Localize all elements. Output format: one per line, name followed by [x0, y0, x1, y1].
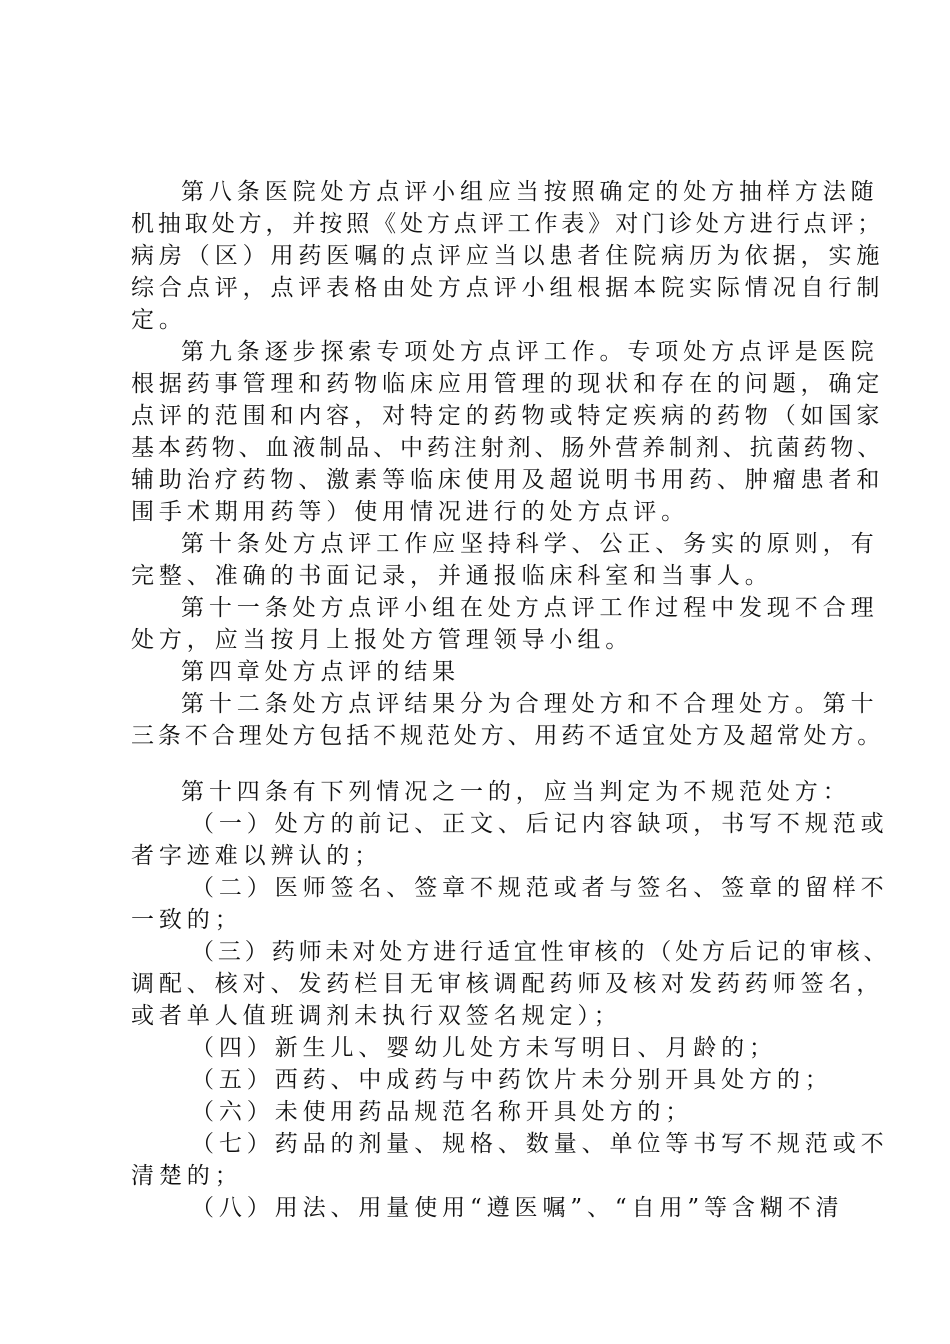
- text-line: 三条不合理处方包括不规范处方、用药不适宜处方及超常处方。: [131, 723, 885, 749]
- text-line: 第十四条有下列情况之一的，应当判定为不规范处方：: [181, 779, 851, 805]
- text-line: 完整、准确的书面记录，并通报临床科室和当事人。: [131, 563, 773, 589]
- text-line: 第八条医院处方点评小组应当按照确定的处方抽样方法随: [181, 179, 879, 205]
- chapter-heading: 第四章处方点评的结果: [181, 659, 460, 685]
- text-line: 第十条处方点评工作应坚持科学、公正、务实的原则，有: [181, 531, 879, 557]
- list-item-line: 调配、核对、发药栏目无审核调配药师及核对发药药师签名，: [131, 971, 885, 997]
- list-item-line: （一）处方的前记、正文、后记内容缺项，书写不规范或: [191, 811, 889, 837]
- list-item-line: （八）用法、用量使用“遵医嘱”、“自用”等含糊不清: [191, 1195, 844, 1221]
- list-item-line: （三）药师未对处方进行适宜性审核的（处方后记的审核、: [191, 939, 891, 965]
- list-item-line: （七）药品的剂量、规格、数量、单位等书写不规范或不: [191, 1131, 889, 1157]
- text-line: 第十二条处方点评结果分为合理处方和不合理处方。第十: [181, 691, 879, 717]
- text-line: 定。: [131, 307, 187, 333]
- list-item-line: （六）未使用药品规范名称开具处方的；: [191, 1099, 694, 1125]
- list-item-line: （五）西药、中成药与中药饮片未分别开具处方的；: [191, 1067, 833, 1093]
- list-item-line: 或者单人值班调剂未执行双签名规定）；: [131, 1003, 622, 1029]
- text-line: 点评的范围和内容，对特定的药物或特定疾病的药物（如国家: [131, 403, 885, 429]
- text-line: 围手术期用药等）使用情况进行的处方点评。: [131, 499, 689, 525]
- list-item-line: （四）新生儿、婴幼儿处方未写明日、月龄的；: [191, 1035, 777, 1061]
- text-line: 第九条逐步探索专项处方点评工作。专项处方点评是医院: [181, 339, 879, 365]
- list-item-line: 一致的；: [131, 907, 243, 933]
- text-line: 处方，应当按月上报处方管理领导小组。: [131, 627, 634, 653]
- text-line: 第十一条处方点评小组在处方点评工作过程中发现不合理: [181, 595, 879, 621]
- list-item-line: （二）医师签名、签章不规范或者与签名、签章的留样不: [191, 875, 889, 901]
- text-line: 基本药物、血液制品、中药注射剂、肠外营养制剂、抗菌药物、: [131, 435, 885, 461]
- text-line: 机抽取处方，并按照《处方点评工作表》对门诊处方进行点评；: [131, 211, 885, 237]
- text-line: 综合点评，点评表格由处方点评小组根据本院实际情况自行制: [131, 275, 885, 301]
- text-line: 根据药事管理和药物临床应用管理的现状和存在的问题，确定: [131, 371, 885, 397]
- text-line: 病房（区）用药医嘱的点评应当以患者住院病历为依据，实施: [131, 243, 885, 269]
- text-line: 辅助治疗药物、激素等临床使用及超说明书用药、肿瘤患者和: [131, 467, 885, 493]
- list-item-line: 清楚的；: [131, 1163, 243, 1189]
- list-item-line: 者字迹难以辨认的；: [131, 843, 383, 869]
